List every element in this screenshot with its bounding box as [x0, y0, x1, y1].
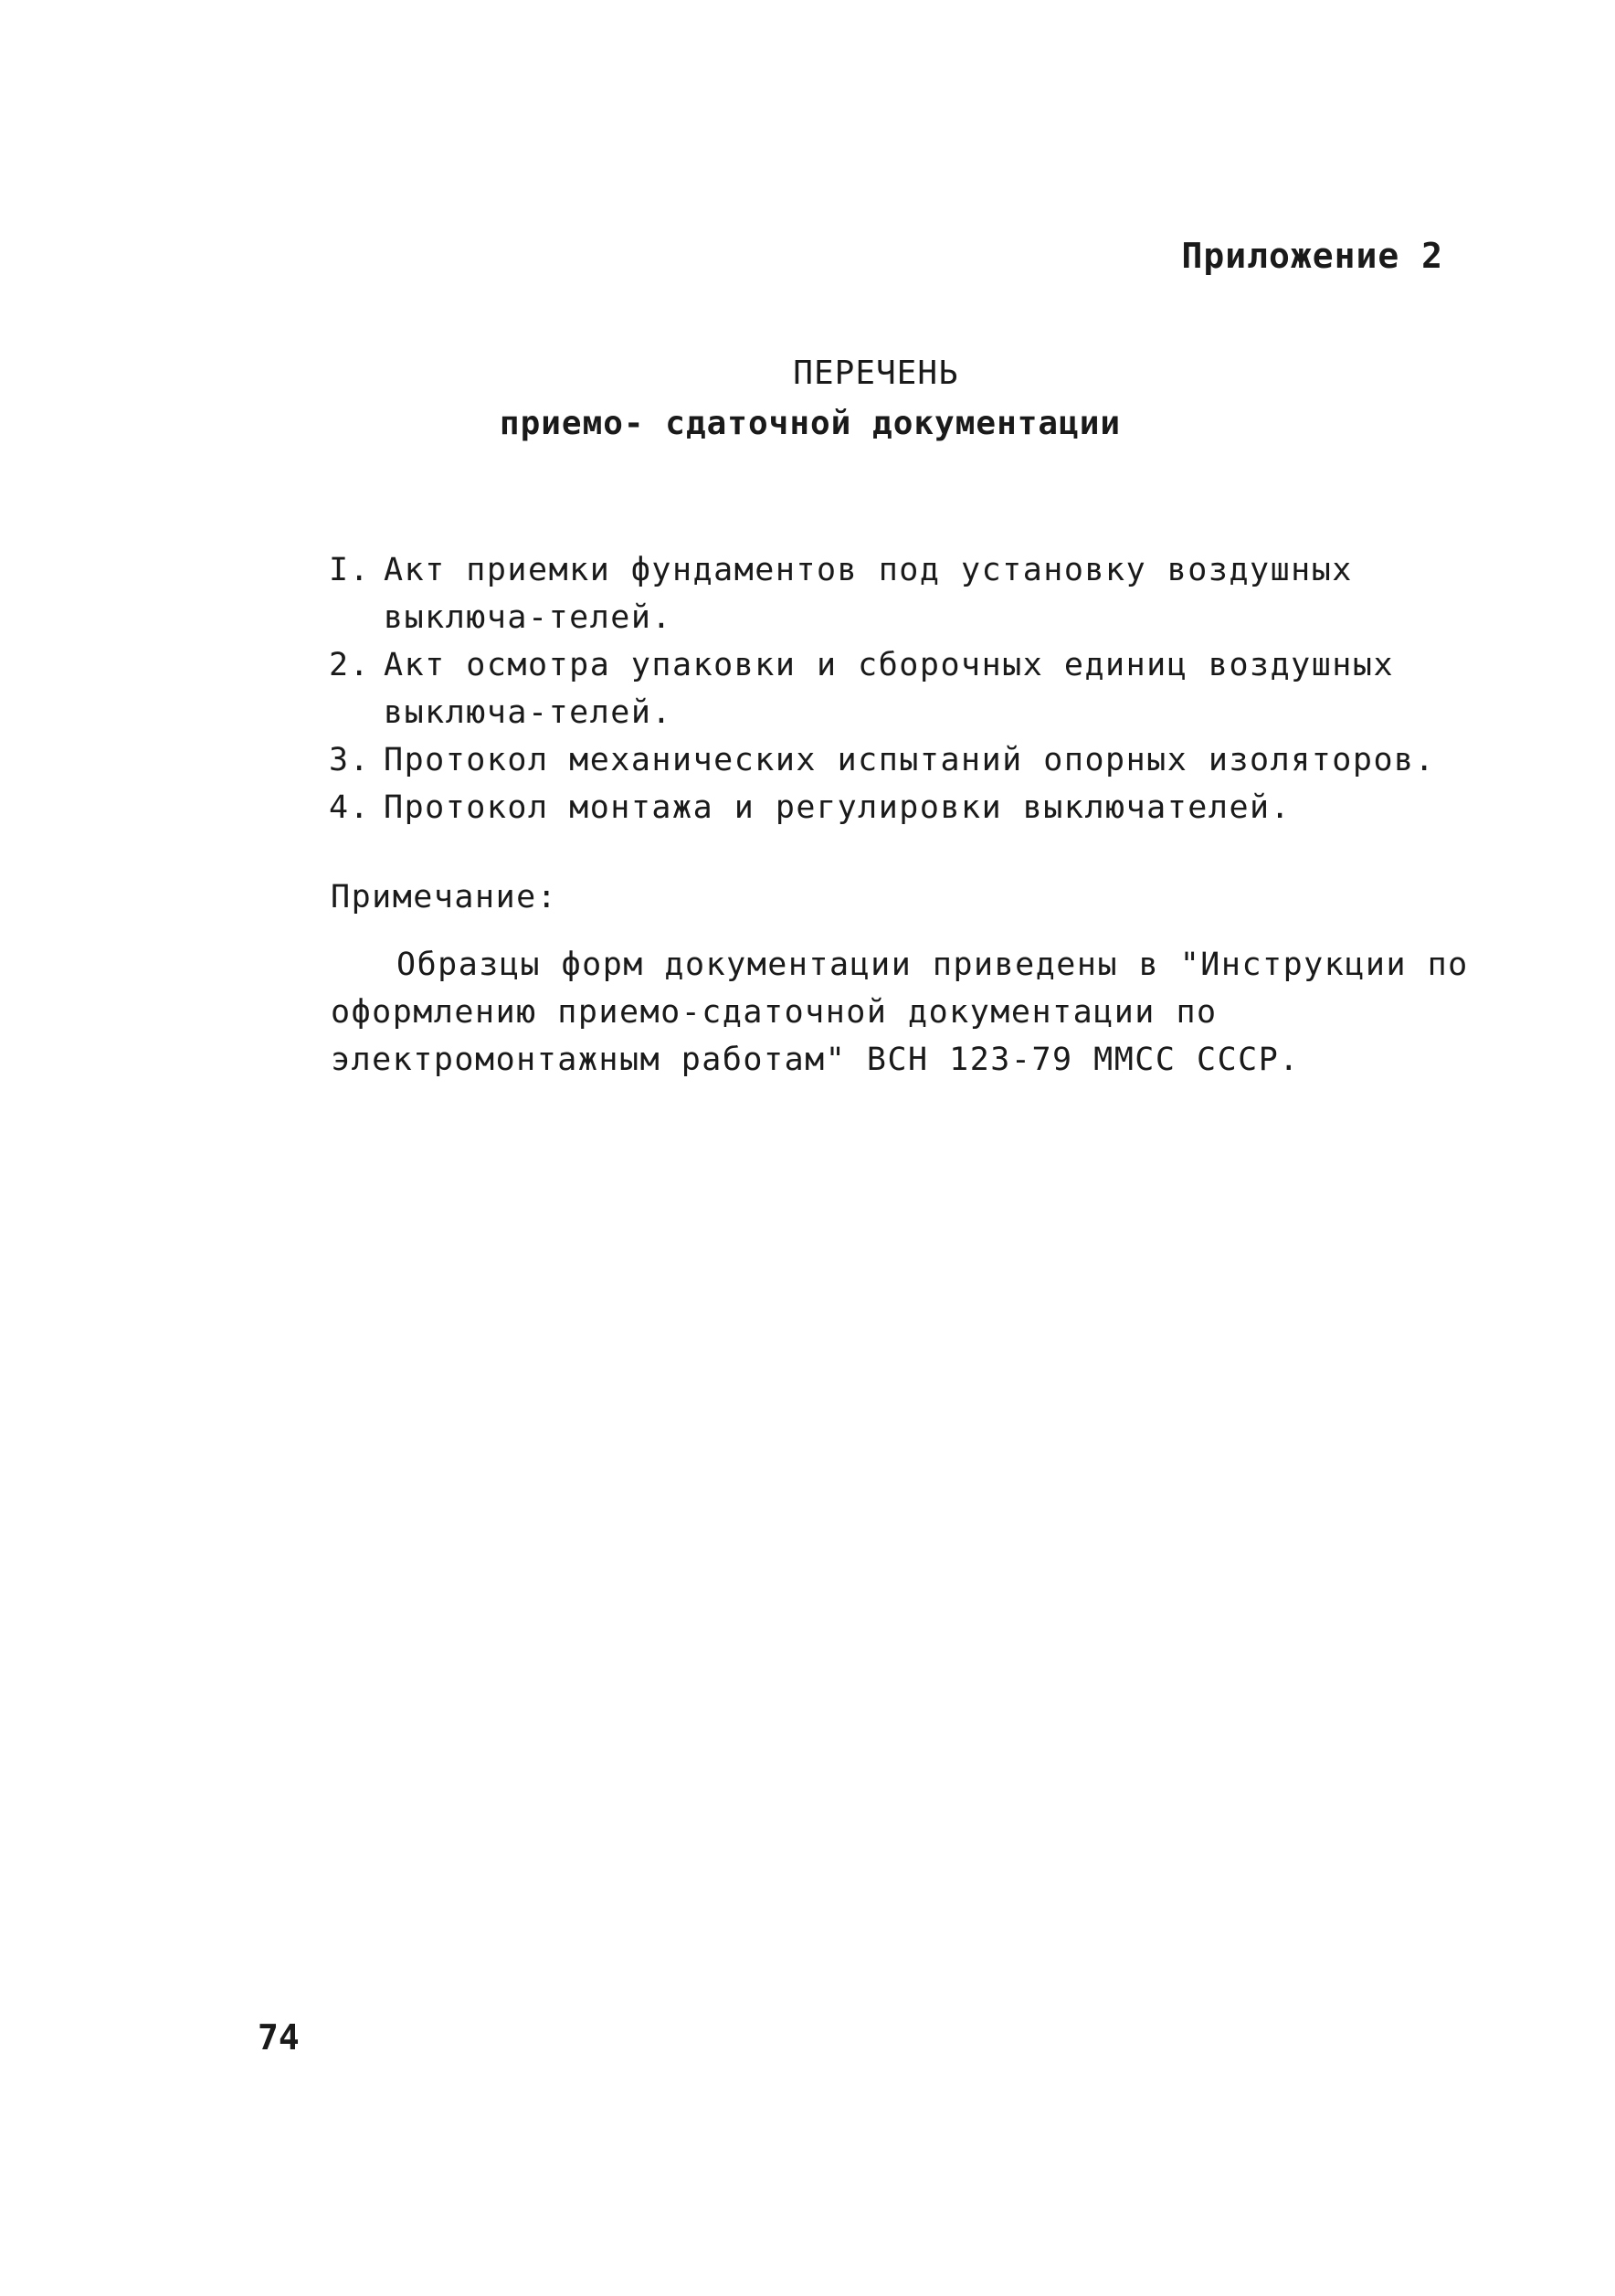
note-heading: Примечание:: [331, 879, 558, 915]
list-item: [329, 546, 1480, 641]
note-body: Образцы форм документации приведены в "Инструкции по оформлению приемо-сдаточной документации по электромонтажным работам" ВСН 123-79 ММСС СССР.: [331, 947, 1469, 1078]
list-item: [329, 736, 1480, 784]
title-line-1: ПЕРЕЧЕНЬ: [793, 354, 959, 392]
list-item-text: Акт приемки фундаментов под установку воздушных выключа-телей.: [384, 552, 1353, 636]
list-item: [329, 784, 1480, 831]
list-item-text: Протокол механических испытаний опорных изоляторов.: [384, 742, 1436, 778]
title-line-2: [0, 405, 1615, 442]
page-number: 74: [258, 2017, 300, 2058]
title-line-2-text: приемо- сдаточной документации: [499, 405, 1122, 442]
list-item: [329, 641, 1480, 736]
document-title: [0, 354, 1615, 442]
list-item-text: Протокол монтажа и регулировки выключателей.: [384, 789, 1292, 826]
list-item-text: Акт осмотра упаковки и сборочных единиц воздушных выключа-телей.: [384, 647, 1395, 731]
list-item-number: I.: [329, 552, 371, 588]
list-item-number: 2.: [329, 647, 371, 683]
list-item-number: 3.: [329, 742, 371, 778]
list-item-number: 4.: [329, 789, 371, 826]
appendix-label: Приложение 2: [1181, 236, 1443, 276]
documents-list: [329, 546, 1480, 831]
